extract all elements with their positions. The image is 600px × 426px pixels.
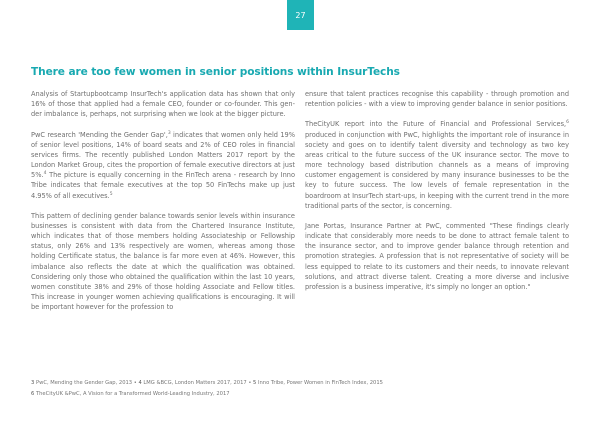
footnote-ref: 6 bbox=[566, 120, 569, 126]
paragraph bbox=[31, 130, 295, 201]
footnote-number: 5 bbox=[253, 380, 257, 386]
text: indicates that women only held 19% of senior level positions, 14% of board seats and 2% of CEO roles in financial services firms. The recently published London Matters 2017 report by the London Market Group, cites the proportion of female executive directors at just 5%. bbox=[31, 130, 295, 180]
section-title: There are too few women in senior positions within InsurTechs bbox=[31, 66, 400, 78]
paragraph: This pattern of declining gender balance towards senior levels within insurance businesses is consistent with data from the Chartered Insurance Institute, which indicates that of those members holding Associateship or Fellowship status, only 26% and 13% respectively are women, whereas among those holding Certificate status, the balance is far more even at 46%. However, this imbalance also reflects the date at which the qualification was obtained. Considering only those who obtained the qualification within the last 10 years, women constitute 38% and 29% of those holding Associate and Fellow titles. This increase in younger women achieving qualifications is encouraging. It will be important however for the profession to bbox=[31, 211, 295, 312]
paragraph: Analysis of Startupbootcamp InsurTech's application data has shown that only 16% of those that applied had a female CEO, founder or co-founder. This gender imbalance is, perhaps, not surprising when we look at the bigger picture. bbox=[31, 90, 295, 119]
footnote-text: LMG &BCG, London Matters 2017, 2017 • bbox=[141, 380, 254, 386]
text: produced in conjunction with PwC, highlights the important role of insurance in society and goes on to identify talent diversity and technology as two key areas critical to the future success of the UK insurance sector. The move to more technology based distribution channels as a means of improving customer engagement is considered by many insurance businesses to be the key to future success. The low levels of female representation in the boardroom at InsurTech start-ups, in keeping with the current trend in the more traditional parts of the sector, is concerning. bbox=[305, 130, 569, 210]
page-number: 27 bbox=[287, 0, 314, 30]
paragraph: ensure that talent practices recognise this capability - through promotion and retention policies - with a view to improving gender balance in senior positions. bbox=[305, 90, 569, 109]
right-column bbox=[305, 89, 569, 302]
footnotes-line-2 bbox=[31, 391, 230, 397]
paragraph: Jane Portas, Insurance Partner at PwC, commented "These findings clearly indicate that considerably more needs to be done to attract female talent to the insurance sector, and to improve gender balance through retention and promotion strategies. A profession that is not representative of society will be less equipped to relate to its customers and their needs, to innovate relevant solutions, and attract diverse talent. Creating a more diverse and inclusive profession is a business imperative, it's simply no longer an option." bbox=[305, 222, 569, 291]
footnotes-line-1 bbox=[31, 380, 383, 386]
text: PwC research 'Mending the Gender Gap', bbox=[31, 130, 168, 139]
left-column bbox=[31, 89, 295, 323]
footnote-ref: 5 bbox=[109, 191, 113, 197]
footnote-ref: 3 bbox=[167, 130, 171, 136]
footnote-number: 4 bbox=[138, 380, 142, 386]
footnote-text: PwC, Mending the Gender Gap, 2013 • bbox=[34, 380, 139, 386]
footnote-ref: 4 bbox=[43, 171, 47, 177]
footnote-text: TheCityUK &PwC, A Vision for a Transformed World-Leading Industry, 2017 bbox=[34, 391, 230, 397]
footnote-number: 3 bbox=[31, 380, 35, 386]
footnote-number: 6 bbox=[31, 391, 35, 397]
footnote-text: Inno Tribe, Power Women in FinTech Index, 2015 bbox=[256, 380, 383, 386]
text: The picture is equally concerning in the FinTech arena - research by Inno Tribe indicates that female executives at the top 50 FinTechs make up just 4.95% of all executives. bbox=[31, 171, 295, 200]
paragraph bbox=[305, 119, 569, 210]
text: TheCityUK report into the Future of Financial and Professional Services, bbox=[305, 120, 567, 129]
